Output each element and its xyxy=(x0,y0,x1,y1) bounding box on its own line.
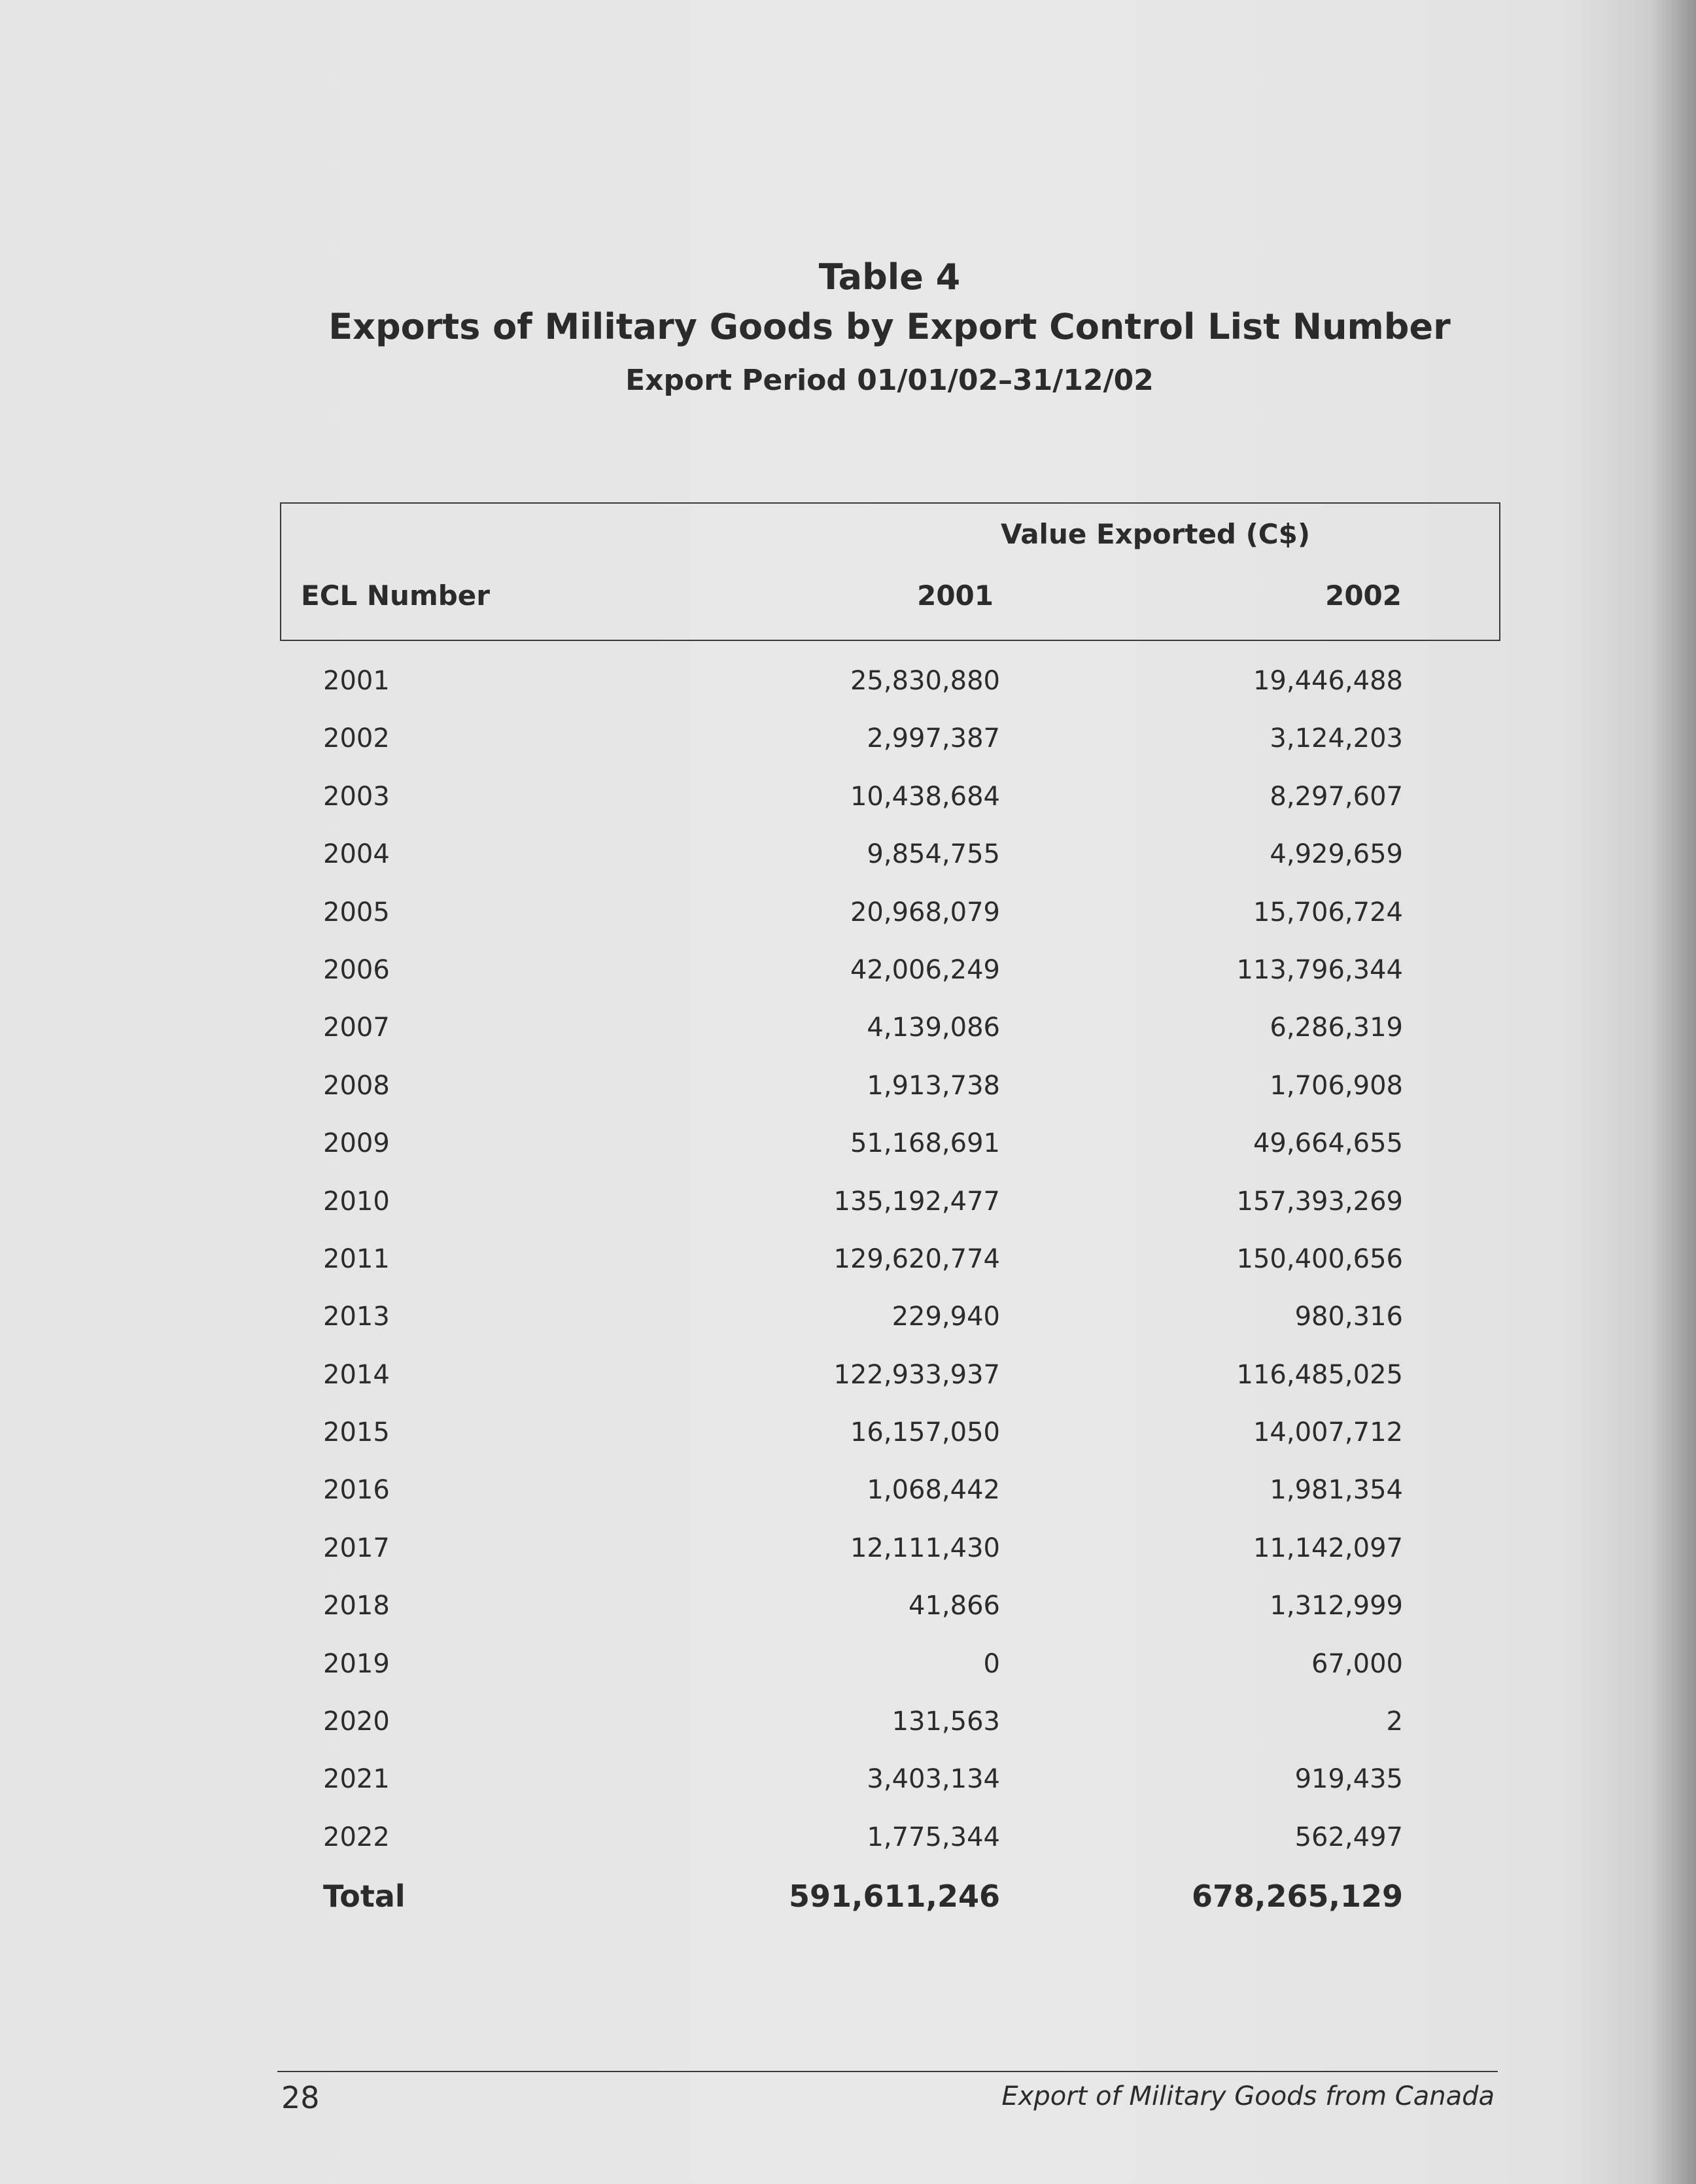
ecl-number-cell: 2020 xyxy=(323,1707,390,1737)
ecl-number-cell: 2021 xyxy=(323,1764,390,1795)
table-row xyxy=(0,955,1696,1013)
value-2002-cell: 1,312,999 xyxy=(1270,1591,1403,1621)
table-row xyxy=(0,897,1696,955)
value-2002-cell: 113,796,344 xyxy=(1236,954,1403,985)
value-2001-cell: 41,866 xyxy=(909,1591,1000,1621)
ecl-number-cell: 2018 xyxy=(323,1591,390,1621)
value-2001-cell: 12,111,430 xyxy=(850,1533,1000,1563)
value-2002-cell: 67,000 xyxy=(1311,1648,1403,1679)
value-exported-header: Value Exported (C$) xyxy=(1001,518,1311,550)
ecl-number-cell: 2001 xyxy=(323,666,390,696)
table-row xyxy=(0,1591,1696,1648)
ecl-number-cell: 2006 xyxy=(323,954,390,985)
value-2001-cell: 1,913,738 xyxy=(867,1070,1000,1101)
table-row xyxy=(0,723,1696,781)
value-2002-cell: 15,706,724 xyxy=(1253,897,1403,927)
total-label: Total xyxy=(323,1879,406,1914)
table-row xyxy=(0,1649,1696,1707)
table-row xyxy=(0,1244,1696,1302)
value-2002-cell: 157,393,269 xyxy=(1236,1186,1403,1217)
footer-rule xyxy=(277,2071,1498,2072)
value-2002-cell: 1,706,908 xyxy=(1270,1070,1403,1101)
year-2002-header: 2002 xyxy=(1325,580,1402,612)
value-2002-cell: 4,929,659 xyxy=(1270,839,1403,870)
ecl-number-cell: 2009 xyxy=(323,1128,390,1159)
table-row xyxy=(0,1764,1696,1822)
page-number: 28 xyxy=(281,2080,320,2115)
value-2001-cell: 4,139,086 xyxy=(867,1013,1000,1043)
value-2002-cell: 49,664,655 xyxy=(1253,1128,1403,1159)
ecl-number-cell: 2022 xyxy=(323,1822,390,1852)
table-row xyxy=(0,1360,1696,1417)
value-2002-cell: 19,446,488 xyxy=(1253,666,1403,696)
ecl-number-cell: 2004 xyxy=(323,839,390,870)
value-2002-cell: 919,435 xyxy=(1294,1764,1403,1795)
table-row xyxy=(0,782,1696,839)
export-period: Export Period 01/01/02–31/12/02 xyxy=(625,364,1154,397)
value-2002-cell: 14,007,712 xyxy=(1253,1417,1403,1448)
table-row xyxy=(0,1533,1696,1591)
value-2002-cell: 562,497 xyxy=(1294,1822,1403,1852)
value-2001-cell: 10,438,684 xyxy=(850,781,1000,812)
value-2001-cell: 122,933,937 xyxy=(833,1359,1000,1390)
value-2001-cell: 131,563 xyxy=(891,1707,1000,1737)
value-2001-cell: 42,006,249 xyxy=(850,954,1000,985)
table-number: Table 4 xyxy=(818,256,961,298)
value-2001-cell: 135,192,477 xyxy=(833,1186,1000,1217)
value-2001-cell: 129,620,774 xyxy=(833,1243,1000,1274)
value-2002-cell: 150,400,656 xyxy=(1236,1243,1403,1274)
year-2001-header: 2001 xyxy=(917,580,994,612)
publication-title: Export of Military Goods from Canada xyxy=(1001,2081,1495,2111)
table-title: Exports of Military Goods by Export Control List Number xyxy=(328,306,1451,347)
ecl-number-cell: 2011 xyxy=(323,1243,390,1274)
table-row xyxy=(0,1128,1696,1186)
value-2002-cell: 6,286,319 xyxy=(1270,1013,1403,1043)
table-row xyxy=(0,1071,1696,1128)
value-2002-cell: 11,142,097 xyxy=(1253,1533,1403,1563)
table-row xyxy=(0,1707,1696,1764)
ecl-number-cell: 2010 xyxy=(323,1186,390,1217)
value-2001-cell: 51,168,691 xyxy=(850,1128,1000,1159)
value-2002-cell: 116,485,025 xyxy=(1236,1359,1403,1390)
ecl-number-cell: 2005 xyxy=(323,897,390,927)
table-row xyxy=(0,1822,1696,1880)
table-row xyxy=(0,1013,1696,1070)
value-2002-cell: 8,297,607 xyxy=(1270,781,1403,812)
value-2001-cell: 16,157,050 xyxy=(850,1417,1000,1448)
table-header-box xyxy=(280,502,1500,641)
table-body xyxy=(0,666,1696,1880)
table-row xyxy=(0,1187,1696,1244)
ecl-number-cell: 2016 xyxy=(323,1475,390,1506)
value-2002-cell: 1,981,354 xyxy=(1270,1475,1403,1506)
total-2001: 591,611,246 xyxy=(788,1879,1000,1914)
ecl-number-cell: 2013 xyxy=(323,1302,390,1332)
ecl-number-cell: 2014 xyxy=(323,1359,390,1390)
value-2002-cell: 980,316 xyxy=(1294,1302,1403,1332)
table-row xyxy=(0,666,1696,723)
value-2001-cell: 229,940 xyxy=(891,1302,1000,1332)
table-row xyxy=(0,1475,1696,1533)
total-2002: 678,265,129 xyxy=(1191,1879,1403,1914)
table-row xyxy=(0,839,1696,897)
value-2001-cell: 20,968,079 xyxy=(850,897,1000,927)
ecl-number-cell: 2017 xyxy=(323,1533,390,1563)
value-2001-cell: 2,997,387 xyxy=(867,723,1000,754)
value-2002-cell: 3,124,203 xyxy=(1270,723,1403,754)
ecl-number-header: ECL Number xyxy=(301,580,490,612)
table-row xyxy=(0,1417,1696,1475)
value-2001-cell: 1,068,442 xyxy=(867,1475,1000,1506)
value-2001-cell: 0 xyxy=(983,1648,1000,1679)
value-2001-cell: 9,854,755 xyxy=(867,839,1000,870)
ecl-number-cell: 2008 xyxy=(323,1070,390,1101)
total-row xyxy=(0,1879,1696,1918)
ecl-number-cell: 2003 xyxy=(323,781,390,812)
table-row xyxy=(0,1302,1696,1359)
value-2002-cell: 2 xyxy=(1386,1707,1403,1737)
ecl-number-cell: 2007 xyxy=(323,1013,390,1043)
value-2001-cell: 1,775,344 xyxy=(867,1822,1000,1852)
ecl-number-cell: 2002 xyxy=(323,723,390,754)
ecl-number-cell: 2019 xyxy=(323,1648,390,1679)
ecl-number-cell: 2015 xyxy=(323,1417,390,1448)
value-2001-cell: 25,830,880 xyxy=(850,666,1000,696)
value-2001-cell: 3,403,134 xyxy=(867,1764,1000,1795)
